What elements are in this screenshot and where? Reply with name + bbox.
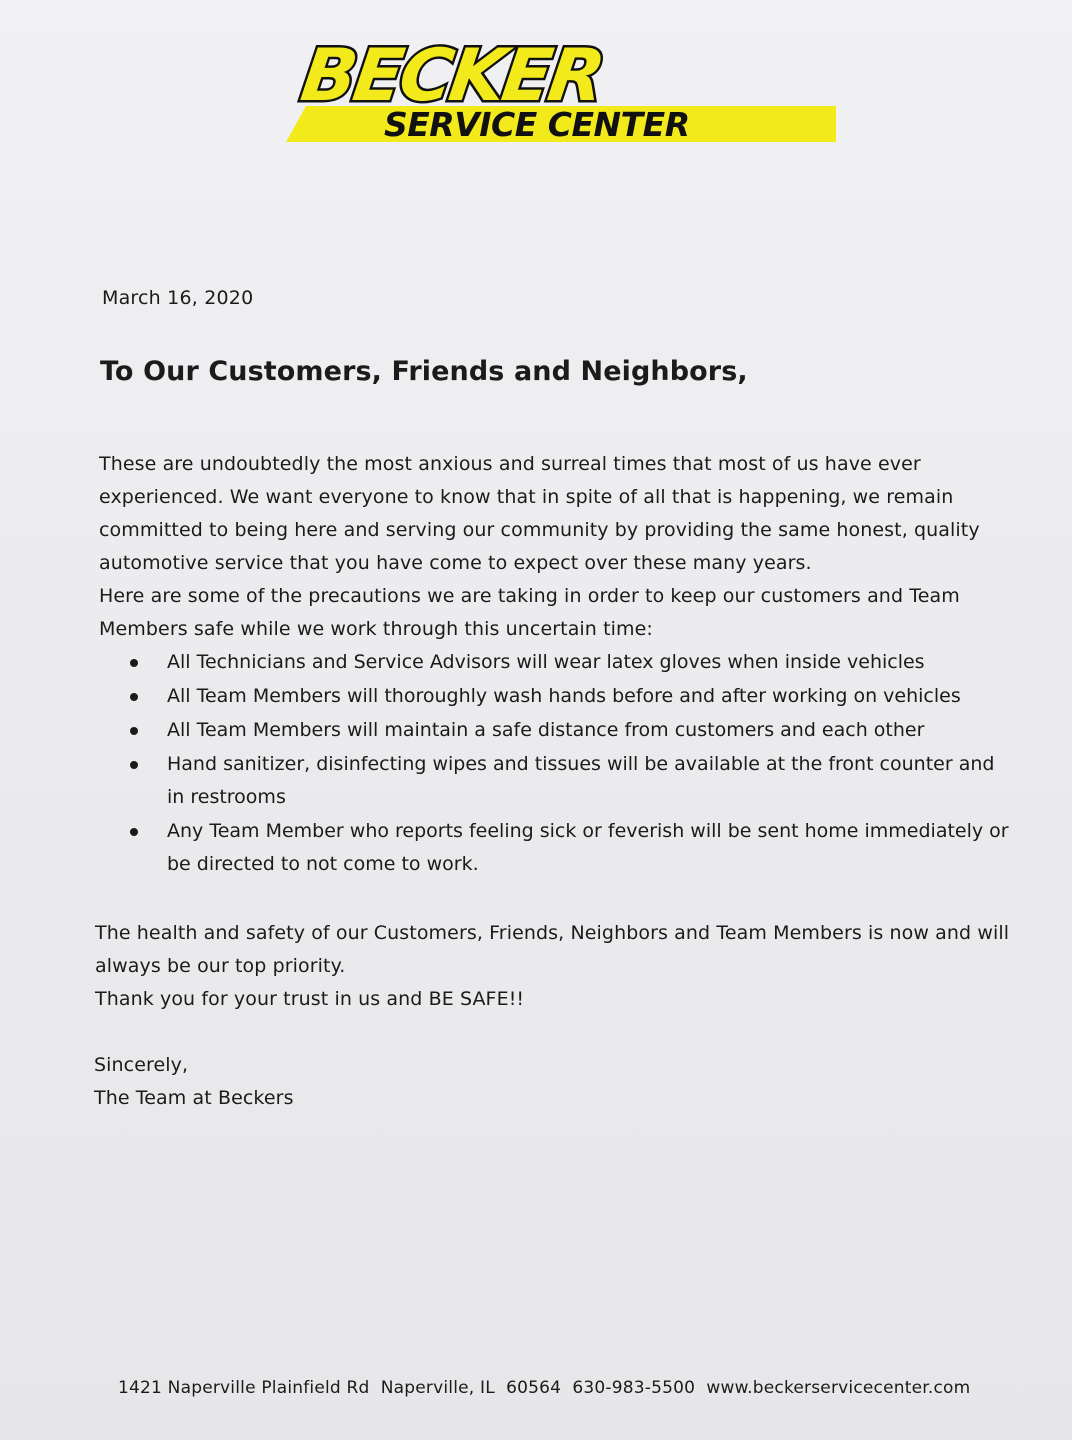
letter-date: March 16, 2020 — [102, 287, 254, 309]
precautions-list — [130, 646, 1010, 882]
precaution-text: All Team Members will thoroughly wash hands before and after working on vehicles — [167, 685, 961, 707]
bullet-icon — [130, 727, 138, 735]
precaution-text: All Technicians and Service Advisors will wear latex gloves when inside vehicles — [167, 651, 925, 673]
list-item — [130, 680, 1010, 713]
paragraph-thanks: Thank you for your trust in us and BE SAFE!! — [95, 988, 525, 1010]
becker-logo — [286, 34, 836, 144]
bullet-icon — [130, 693, 138, 701]
letter-signature: The Team at Beckers — [94, 1087, 294, 1109]
bullet-icon — [130, 761, 138, 769]
precaution-text: All Team Members will maintain a safe distance from customers and each other — [167, 719, 925, 741]
letter-closing: Sincerely, — [94, 1054, 189, 1076]
precaution-text: Hand sanitizer, disinfecting wipes and tissues will be available at the front counter and in restrooms — [167, 753, 995, 808]
precaution-text: Any Team Member who reports feeling sick or feverish will be sent home immediately or be directed to not come to work. — [167, 820, 1009, 875]
paragraph-priority: The health and safety of our Customers, Friends, Neighbors and Team Members is now and will always be our top priority. — [95, 922, 1010, 977]
list-item — [130, 748, 1010, 814]
bullet-icon — [130, 828, 138, 836]
list-item — [130, 815, 1010, 881]
paragraph-precautions-intro: Here are some of the precautions we are taking in order to keep our customers and Team Members safe while we work through this uncertain time: — [99, 585, 960, 640]
letter-greeting: To Our Customers, Friends and Neighbors, — [100, 356, 748, 387]
logo-wordmark: BECKER — [296, 34, 608, 118]
footer-address: 1421 Naperville Plainfield Rd Naperville, IL 60564 630-983-5500 www.beckerservicecenter.com — [118, 1378, 971, 1398]
bullet-icon — [130, 659, 138, 667]
list-item — [130, 714, 1010, 747]
logo-subtitle: SERVICE CENTER — [384, 105, 690, 144]
list-item — [130, 646, 1010, 679]
paragraph-intro: These are undoubtedly the most anxious and surreal times that most of us have ever experienced. We want everyone to know that in spite of all that is happening, we remain committed to being here and serving our community by providing the same honest, quality automotive service that you have come to expect over these many years. — [99, 453, 980, 574]
